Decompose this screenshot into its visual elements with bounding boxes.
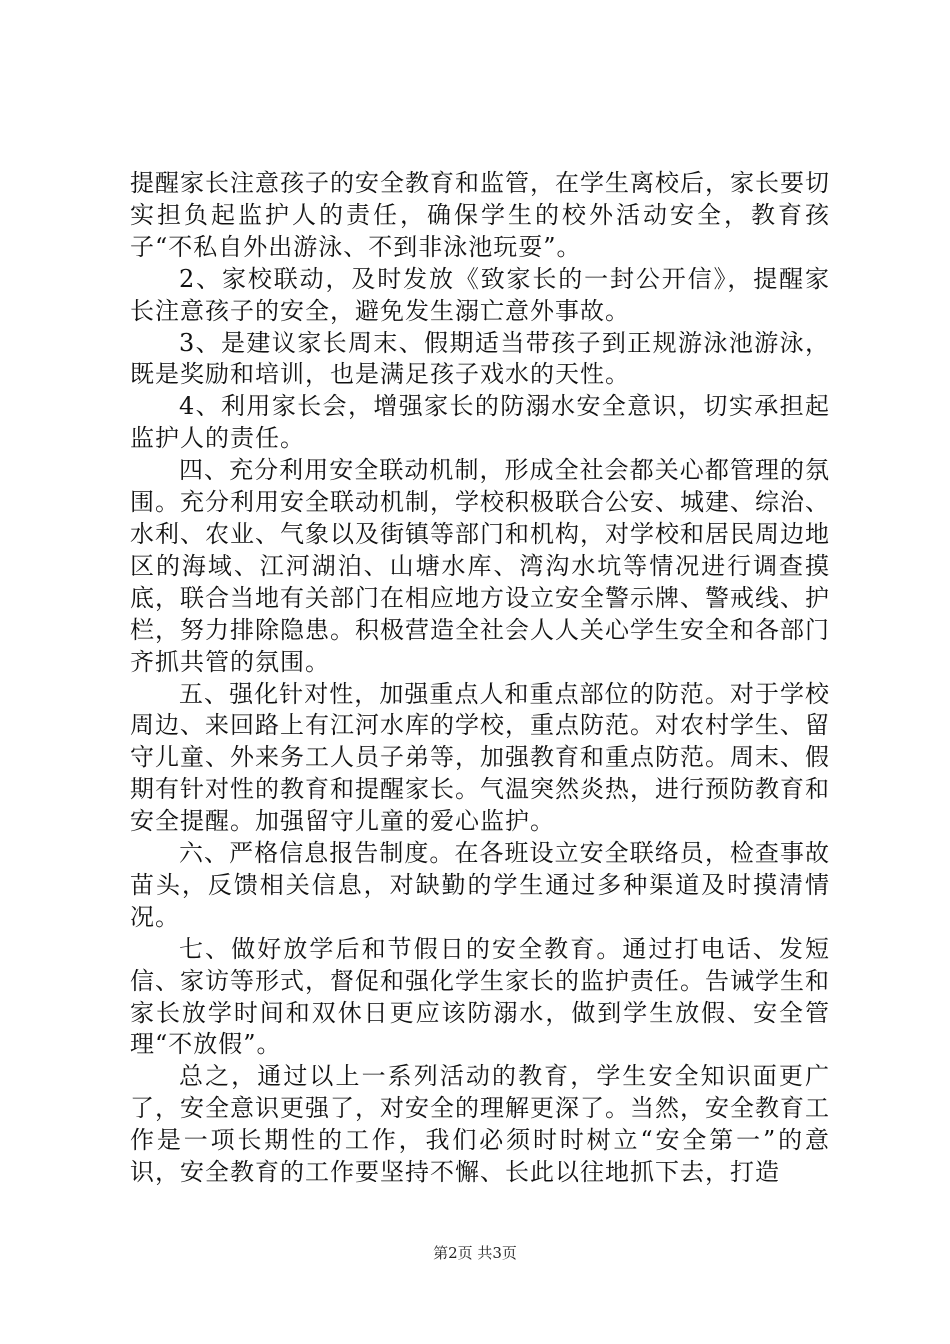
paragraph-item-2: 2、家校联动，及时发放《致家长的一封公开信》，提醒家长注意孩子的安全，避免发生溺亡意外事故。 bbox=[130, 264, 830, 325]
paragraph-section-5: 五、强化针对性，加强重点人和重点部位的防范。对于学校周边、来回路上有江河水库的学校，重点防范。对农村学生、留守儿童、外来务工人员子弟等，加强教育和重点防范。周末、假期有针对性的教育和提醒家长。气温突然炎热，进行预防教育和安全提醒。加强留守儿童的爱心监护。 bbox=[130, 679, 830, 836]
paragraph-item-4: 4、利用家长会，增强家长的防溺水安全意识，切实承担起监护人的责任。 bbox=[130, 392, 830, 453]
paragraph-section-6: 六、严格信息报告制度。在各班设立安全联络员，检查事故苗头，反馈相关信息，对缺勤的学生通过多种渠道及时摸清情况。 bbox=[130, 839, 830, 931]
paragraph-item-3: 3、是建议家长周末、假期适当带孩子到正规游泳池游泳，既是奖励和培训，也是满足孩子戏水的天性。 bbox=[130, 328, 830, 389]
paragraph-conclusion: 总之，通过以上一系列活动的教育，学生安全知识面更广了，安全意识更强了，对安全的理解更深了。当然，安全教育工作是一项长期性的工作，我们必须时时树立“安全第一”的意识，安全教育的工作要坚持不懈、长此以往地抓下去，打造 bbox=[130, 1062, 830, 1187]
document-body bbox=[130, 168, 830, 1189]
paragraph-section-7: 七、做好放学后和节假日的安全教育。通过打电话、发短信、家访等形式，督促和强化学生家长的监护责任。告诫学生和家长放学时间和双休日更应该防溺水，做到学生放假、安全管理“不放假”。 bbox=[130, 934, 830, 1059]
paragraph-continuation: 提醒家长注意孩子的安全教育和监管，在学生离校后，家长要切实担负起监护人的责任，确保学生的校外活动安全，教育孩子“不私自外出游泳、不到非泳池玩耍”。 bbox=[130, 169, 830, 261]
page-footer: 第2页 共3页 bbox=[433, 1244, 517, 1262]
paragraph-section-4: 四、充分利用安全联动机制，形成全社会都关心都管理的氛围。充分利用安全联动机制，学校积极联合公安、城建、综治、水利、农业、气象以及街镇等部门和机构，对学校和居民周边地区的海域、江河湖泊、山塘水库、湾沟水坑等情况进行调查摸底，联合当地有关部门在相应地方设立安全警示牌、警戒线、护栏，努力排除隐患。积极营造全社会人人关心学生安全和各部门齐抓共管的氛围。 bbox=[130, 456, 830, 676]
